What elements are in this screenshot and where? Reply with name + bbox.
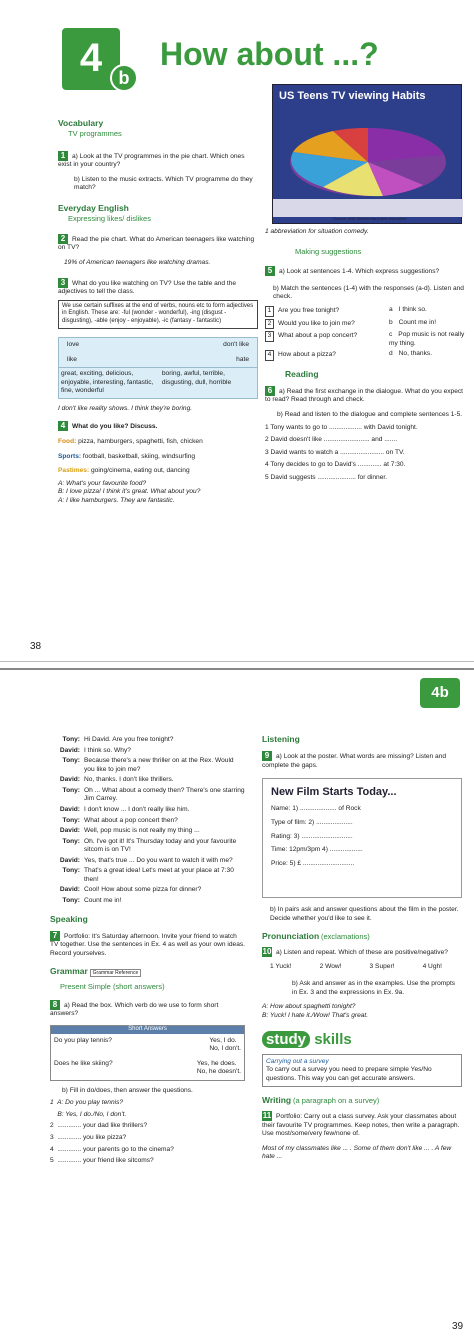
utterance: Because there's a new thriller on at the Rex. Would you like to join me? (84, 757, 234, 773)
sports-line: Sports: football, basketball, skiing, windsurfing (58, 452, 196, 460)
ex2-answer: 19% of American teenagers like watching dramas. (64, 258, 211, 266)
ex11: 11 Portfolio: Carry out a class survey. Ask your classmates about their favourite TV programmes. Keep notes, then write a paragraph. Use most/some/very few/none of. (262, 1110, 460, 1138)
ex3: 3 What do you like watching on TV? Use the table and the adjectives to tell the class. (58, 277, 237, 296)
sentence-item: 2 David doesn't like ......................... and ....... (265, 436, 398, 444)
match-left (265, 331, 385, 348)
fill-list (50, 1099, 245, 1165)
chart-title: US Teens TV viewing Habits (279, 90, 426, 102)
ex5a: 5 a) Look at sentences 1-4. Which express suggestions? (265, 266, 465, 277)
ex8a: 8 a) Read the box. Which verb do we use to form short answers? (50, 999, 219, 1018)
ee-sub: Expressing likes/ dislikes (68, 214, 151, 224)
match-table (265, 306, 465, 361)
vocab-heading: Vocabulary (58, 118, 104, 128)
match-response: I think so. (398, 306, 427, 313)
dialogue-line (50, 897, 245, 906)
utterance: No, thanks. I don't like thrillers. (84, 776, 174, 784)
fill-item: 3 ............. you like pizza? (50, 1134, 127, 1142)
ex9a: 9 a) Look at the poster. What words are missing? Listen and complete the gaps. (262, 751, 447, 769)
ex10b: b) Ask and answer as in the examples. Use the prompts in Ex. 3 and the expressions in Ex. 9a. (292, 979, 456, 996)
utterance: What about a pop concert then? (84, 816, 178, 824)
speaker: David: (59, 886, 80, 894)
poster-title: New Film Starts Today... (271, 786, 397, 799)
ex10a: 10 a) Listen and repeat. Which of these are positive/negative? (262, 946, 448, 956)
dialogue-line (50, 817, 245, 826)
page-number-38: 38 (30, 641, 42, 652)
ex5b: b) Match the sentences (1-4) with the responses (a-d). Listen and check. (273, 284, 464, 301)
speaker: David: (59, 805, 80, 813)
match-left (265, 306, 385, 317)
unit-letter: b (110, 64, 138, 92)
speaker: Tony: (62, 816, 80, 824)
match-row (265, 306, 465, 317)
tv-chart (272, 84, 462, 224)
utterance: That's a great idea! Let's meet at your place at 7:30 then! (84, 867, 234, 883)
exclamation: 2 Wow! (319, 963, 342, 971)
pastimes-line: Pastimes: going/cinema, eating out, dancing (58, 467, 190, 475)
speaker: Tony: (62, 786, 80, 794)
short-answers-box: Short Answers Do you play tennis? Yes, I do. No, I don't. Does he like skiing? Yes, he does. No, he doesn't. (50, 1025, 245, 1081)
left-col-39 (50, 734, 245, 1166)
unit-number: 4 (79, 36, 103, 80)
listening-heading: Listening (262, 734, 300, 744)
section-tag: 4b (420, 678, 460, 708)
match-right (389, 319, 465, 330)
speaker: David: (59, 776, 80, 784)
ex2: 2 Read the pie chart. What do American teenagers like watching on TV? (58, 233, 255, 252)
utterance: I think so. Why? (84, 746, 131, 754)
dialogue-line (50, 827, 245, 836)
match-num: 1 (265, 306, 274, 317)
match-response: Pop music is not really my thing. (389, 331, 465, 347)
pron-line: Pronunciation (exclamations) (262, 931, 370, 942)
pie-chart-image (273, 107, 463, 217)
ex6a: 6 a) Read the first exchange in the dialogue. What do you expect to read? Read through and check. (265, 385, 464, 404)
ex10-d1: A: How about spaghetti tonight? (262, 1003, 356, 1011)
dialogue-line (50, 867, 245, 884)
match-response: Count me in! (398, 318, 437, 326)
page-38 (0, 0, 474, 662)
page-39 (0, 668, 474, 1343)
match-letter: c (389, 331, 393, 339)
study-skills: study skills (262, 1030, 462, 1050)
right-col-38 (265, 228, 465, 482)
suffix-box: We use certain suffixes at the end of verbs, nouns etc to form adjectives in English. These are: -ful (wonder - wonderful), -ing (disgust - disgusting), -able (enjoy - enjoyable), -ic (fantasy - fantastic) (58, 300, 258, 329)
ex1b: b) Listen to the music extracts. Which TV programme do they match? (74, 175, 253, 192)
speaker: David: (59, 856, 80, 864)
speaker: David: (59, 827, 80, 835)
match-sentence: How about a pizza? (278, 351, 336, 359)
fill-item: 2 ............. your dad like thrillers? (50, 1122, 148, 1130)
speaking-heading: Speaking (50, 913, 88, 924)
utterance: I don't know ... I don't really like him. (84, 805, 190, 813)
ex4-d1: A: What's your favourite food? (58, 479, 147, 487)
match-num: 4 (265, 350, 274, 361)
match-sentence: Are you free tonight? (278, 307, 340, 314)
match-right (389, 350, 465, 361)
sentence-item: 4 Tony decides to go to David's ............. at 7:30. (265, 461, 406, 469)
fill-item: B: Yes, I do./No, I don't. (50, 1110, 127, 1118)
ex8b: b) Fill in do/does, then answer the questions. (62, 1086, 193, 1094)
exclamation: 1 Yuck! (270, 963, 292, 971)
writing-line: Writing (a paragraph on a survey) (262, 1095, 380, 1106)
chart-source: Source: ABA Division for public education (333, 215, 407, 221)
reading-heading: Reading (285, 368, 319, 379)
ee-heading: Everyday English (58, 203, 129, 214)
match-num: 3 (265, 331, 274, 342)
ex6b: b) Read and listen to the dialogue and complete sentences 1-5. (277, 410, 463, 418)
ex10-d2: B: Yuck! I hate it./Wow! That's great. (262, 1011, 369, 1019)
speaker: Tony: (62, 867, 80, 875)
match-num: 2 (265, 319, 274, 330)
vocab-sub: TV programmes (68, 129, 122, 139)
utterance: Cool! How about some pizza for dinner? (84, 886, 202, 894)
ex1-number: 1 (58, 151, 68, 161)
ex4-d2: B: I love pizza! I think it's great. What about you? (58, 488, 201, 496)
dialogue-line (50, 757, 245, 774)
footnote: 1 abbreviation for situation comedy. (265, 228, 369, 235)
dialogue-line (50, 886, 245, 895)
sentence-item: 3 David wants to watch a ........................ on TV. (265, 448, 405, 456)
ex9b: b) In pairs ask and answer questions about the film in the poster. Decide whether you'd like to see it. (270, 906, 459, 922)
page-number-39: 39 (452, 1321, 464, 1332)
match-letter: b (389, 318, 393, 326)
film-poster: New Film Starts Today... Name: 1) .................... of Rock Type of film: 2) .................... Rating: 3) ............................ Time: 12pm/3pm 4) .................. Price: 5) £ ............................ (262, 778, 462, 898)
negative-adjectives: boring, awful, terrible, disgusting, dull, horrible (161, 370, 232, 386)
match-response: No, thanks. (398, 350, 433, 358)
dialogue-line (50, 857, 245, 866)
match-letter: d (389, 350, 393, 358)
utterance: Oh. I've got it! It's Thursday today and your favourite sitcom is on TV! (84, 837, 237, 854)
fill-item: 4 ............. your parents go to the cinema? (50, 1145, 174, 1153)
ex3-answer: I don't like reality shows. I think they're boring. (58, 404, 193, 412)
match-row (265, 350, 465, 361)
dialogue-line (50, 838, 245, 855)
speaker: Tony: (62, 757, 80, 765)
speaker: David: (59, 746, 80, 754)
dialogue-line (50, 787, 245, 804)
dialogue-line (50, 776, 245, 785)
making-sub: Making suggestions (295, 246, 362, 256)
match-right (389, 306, 465, 317)
survey-box: Carrying out a survey To carry out a survey you need to prepare simple Yes/No questions. This way you can get accurate answers. (262, 1054, 462, 1088)
ex1a: 1 a) Look at the TV programmes in the pie chart. Which ones exist in your country? (58, 150, 245, 169)
dialogue-line (50, 806, 245, 815)
match-sentence: What about a pop concert? (278, 332, 358, 340)
sentence-item: 1 Tony wants to go to .................. with David tonight. (265, 423, 418, 431)
speaker: Tony: (62, 837, 80, 845)
grammar-line: Grammar Grammar Reference (50, 966, 245, 978)
positive-adjectives: great, exciting, delicious, enjoyable, interesting, fantastic, fine, wonderful (61, 370, 154, 395)
match-sentence: Would you like to join me? (278, 319, 355, 327)
food-line: Food: pizza, hamburgers, spaghetti, fish, chicken (58, 437, 203, 445)
ex7: 7 Portfolio: It's Saturday afternoon. Invite your friend to watch TV together. Use the sentences in Ex. 4 as well as your own ideas. Record yourselves. (50, 930, 245, 957)
match-right (389, 331, 465, 348)
utterance: Count me in! (84, 897, 122, 904)
match-left (265, 319, 385, 330)
exclamation: 3 Super! (369, 963, 395, 971)
match-left (265, 350, 385, 361)
fill-item: 5 ............. your friend like sitcoms? (50, 1157, 154, 1165)
right-col-39 (262, 734, 462, 1162)
exclamations (270, 963, 442, 972)
dialogue-line (50, 736, 245, 745)
ex4-d3: A: I like hamburgers. They are fantastic. (58, 496, 175, 504)
utterance: Yes, that's true ... Do you want to watch it with me? (84, 856, 233, 864)
fill-item: 1 A: Do you play tennis? (50, 1099, 124, 1107)
speaker: Tony: (62, 897, 80, 904)
exclamation: 4 Ugh! (422, 963, 442, 971)
sentence-item: 5 David suggests ..................... for dinner. (265, 473, 388, 481)
likes-table: love don't like like hate great, exciting, delicious, enjoyable, interesting, fantastic, fine, wonderful boring, awful, terrible, disgusting, dull, horrible (58, 337, 258, 399)
sentences (265, 424, 465, 483)
utterance: Well, pop music is not really my thing ... (84, 827, 200, 835)
page-title: How about ...? (160, 36, 379, 72)
utterance: Oh ... What about a comedy then? There's one starring Jim Carrey. (84, 786, 245, 803)
utterance: Hi David. Are you free tonight? (84, 736, 174, 743)
ex11-example: Most of my classmates like ... . Some of them don't like ... . A few hate ... (262, 1144, 452, 1161)
speaker: Tony: (62, 736, 80, 743)
grammar-sub: Present Simple (short answers) (60, 981, 165, 991)
match-row (265, 319, 465, 330)
ex4: 4 What do you like? Discuss. (58, 421, 258, 432)
match-letter: a (389, 306, 393, 313)
dialogue-line (50, 747, 245, 756)
left-col-38 (58, 118, 258, 505)
dialogue (50, 736, 245, 906)
match-row (265, 331, 465, 348)
